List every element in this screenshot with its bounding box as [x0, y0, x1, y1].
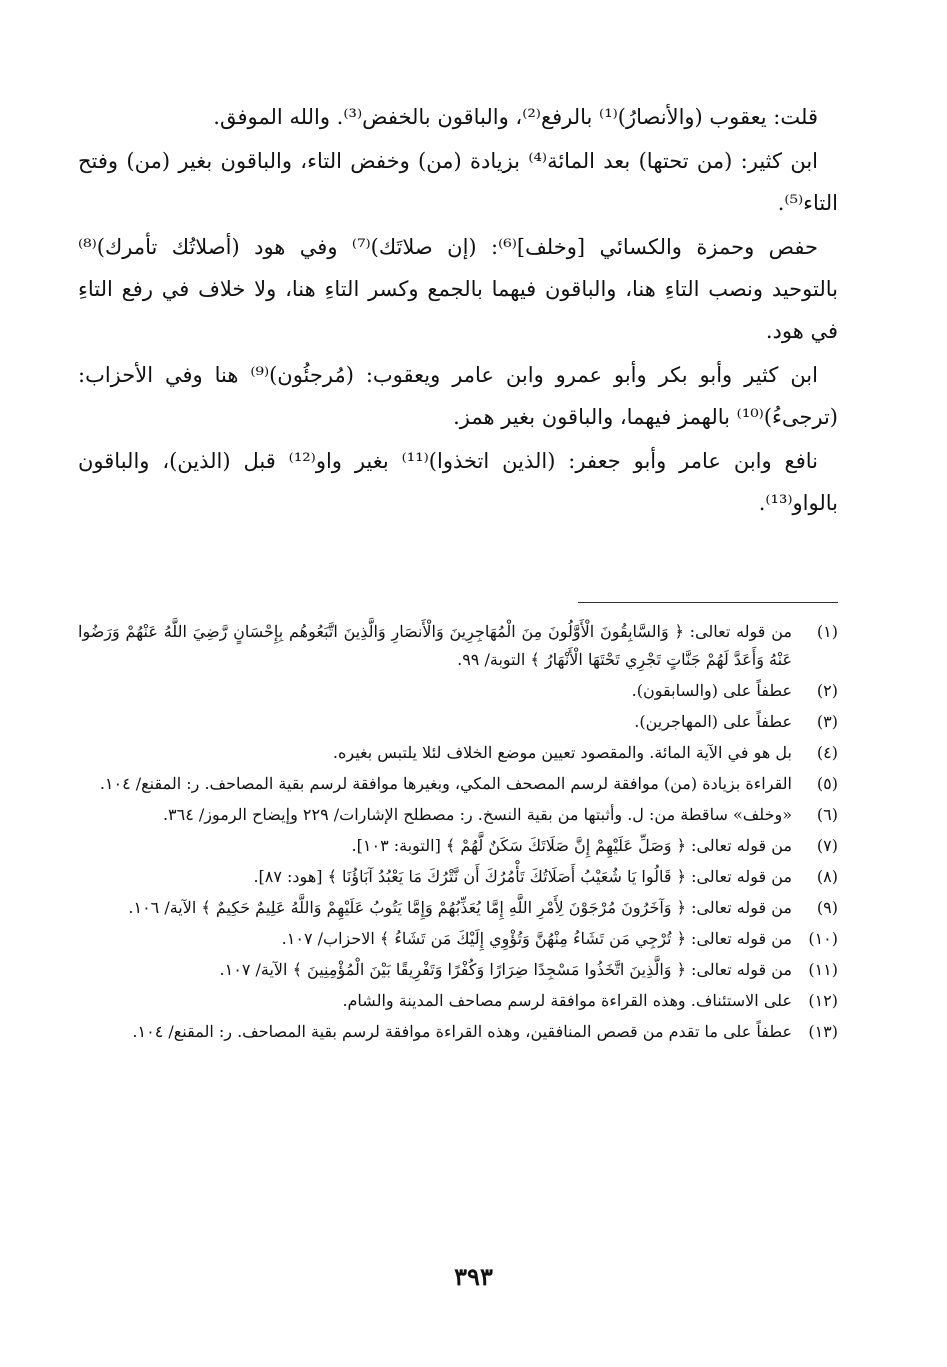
footnote-number: (٥) — [816, 774, 838, 793]
footnote-text: من قوله تعالى: ﴿ تُرْجِي مَن تَشَاءُ مِنْهُنَّ وَتُؤْوِي إِلَيْكَ مَن تَشَاءُ ﴾ الاحزاب/ ١٠٧. — [281, 929, 792, 948]
footnote-6 — [78, 801, 838, 829]
footnote-text: بل هو في الآية المائة. والمقصود تعيين موضع الخلاف لئلا يلتبس بغيره. — [332, 743, 792, 762]
footnote-number: (٧) — [816, 836, 838, 855]
footnote-7 — [78, 832, 838, 860]
footnote-number: (١٣) — [808, 1022, 838, 1041]
footnote-text: من قوله تعالى: ﴿ وَآخَرُونَ مُرْجَوْنَ لِأَمْرِ اللَّهِ إِمَّا يُعَذِّبُهُمْ وَإِمَّا يَتُوبُ عَلَيْهِمْ وَاللَّهُ عَلِيمٌ حَكِيمٌ ﴾ الآية/ ١٠٦. — [128, 898, 792, 917]
footnote-9 — [78, 894, 838, 922]
footnote-2 — [78, 677, 838, 705]
footnote-number: (١٠) — [808, 929, 838, 948]
footnote-3 — [78, 708, 838, 736]
footnote-number: (٦) — [816, 805, 838, 824]
footnote-text: القراءة بزيادة (من) موافقة لرسم المصحف المكي، وبغيرها موافقة لرسم بقية المصاحف. ر: المقنع/ ١٠٤. — [99, 774, 792, 793]
footnote-number: (١) — [816, 622, 838, 641]
paragraph-1: قلت: يعقوب (والأنصارُ)⁽¹⁾ بالرفع⁽²⁾، والباقون بالخفض⁽³⁾. والله الموفق. — [213, 105, 818, 129]
footnote-number: (١٢) — [808, 991, 838, 1010]
footnote-1 — [78, 618, 838, 674]
footnote-number: (٨) — [816, 867, 838, 886]
footnote-12 — [78, 987, 838, 1015]
footnote-text: من قوله تعالى: ﴿ وَصَلِّ عَلَيْهِمْ إِنَّ صَلَاتَكَ سَكَنٌ لَّهُمْ ﴾ [التوبة: ١٠٣]. — [351, 836, 792, 855]
footnote-divider — [578, 602, 838, 603]
footnote-5 — [78, 770, 838, 798]
paragraph-4: ابن كثير وأبو بكر وأبو عمرو وابن عامر ويعقوب: (مُرجئُون)⁽⁹⁾ هنا وفي الأحزاب: (ترجىءُ)⁽¹⁰⁾ بالهمز فيهما، والباقون بغير همز. — [78, 363, 838, 429]
footnote-8 — [78, 863, 838, 891]
footnote-text: عطفاً على (والسابقون). — [631, 681, 792, 700]
footnote-number: (٤) — [816, 743, 838, 762]
footnote-text: عطفاً على ما تقدم من قصص المنافقين، وهذه القراءة موافقة لرسم بقية المصاحف. ر: المقنع/ ١٠٤. — [132, 1022, 792, 1041]
footnotes — [78, 618, 838, 1049]
footnote-number: (٣) — [816, 712, 838, 731]
footnote-text: على الاستئناف. وهذه القراءة موافقة لرسم مصاحف المدينة والشام. — [342, 991, 792, 1010]
footnote-text: من قوله تعالى: ﴿ وَالسَّابِقُونَ الْأَوَّلُونَ مِنَ الْمُهَاجِرِينَ وَالْأَنصَارِ وَالَّذِينَ اتَّبَعُوهُم بِإِحْسَانٍ رَّضِيَ اللَّهُ عَنْهُمْ وَرَضُوا عَنْهُ وَأَعَدَّ لَهُمْ جَنَّاتٍ تَجْرِي تَحْتَهَا الْأَنْهَارُ ﴾ التوبة/ ٩٩. — [78, 622, 792, 669]
paragraph-5: نافع وابن عامر وأبو جعفر: (الذين اتخذوا)⁽¹¹⁾ بغير واو⁽¹²⁾ قبل (الذين)، والباقون بالواو⁽¹³⁾. — [78, 449, 838, 515]
main-text — [78, 96, 838, 526]
footnote-11 — [78, 956, 838, 984]
paragraph-2: ابن كثير: (من تحتها) بعد المائة⁽⁴⁾ بزيادة (من) وخفض التاء، والباقون بغير (من) وفتح التاء⁽⁵⁾. — [78, 149, 838, 215]
footnote-text: من قوله تعالى: ﴿ وَالَّذِينَ اتَّخَذُوا مَسْجِدًا ضِرَارًا وَكُفْرًا وَتَفْرِيقًا بَيْنَ الْمُؤْمِنِينَ ﴾ الآية/ ١٠٧. — [219, 960, 792, 979]
footnote-number: (٩) — [816, 898, 838, 917]
paragraph-3: حفص وحمزة والكسائي [وخلف]⁽⁶⁾: (إن صلاتَك)⁽⁷⁾ وفي هود (أصلاتُك تأمرك)⁽⁸⁾ بالتوحيد ونصب التاءِ هنا، والباقون فيهما بالجمع وكسر التاءِ هنا، ولا خلاف في رفع التاءِ في هود. — [78, 235, 838, 343]
footnote-text: «وخلف» ساقطة من: ل. وأثبتها من بقية النسخ. ر: مصطلح الإشارات/ ٢٢٩ وإيضاح الرموز/ ٣٦٤. — [162, 805, 792, 824]
footnote-number: (١١) — [808, 960, 838, 979]
page-number: ٣٩٣ — [454, 1262, 493, 1291]
footnote-4 — [78, 739, 838, 767]
footnote-text: عطفاً على (المهاجرين). — [634, 712, 792, 731]
footnote-number: (٢) — [816, 681, 838, 700]
footnote-13 — [78, 1018, 838, 1046]
footnote-text: من قوله تعالى: ﴿ قَالُوا يَا شُعَيْبُ أَصَلَاتُكَ تَأْمُرُكَ أَن نَّتْرُكَ مَا يَعْبُدُ آبَاؤُنَا ﴾ [هود: ٨٧]. — [253, 867, 792, 886]
footnote-10 — [78, 925, 838, 953]
